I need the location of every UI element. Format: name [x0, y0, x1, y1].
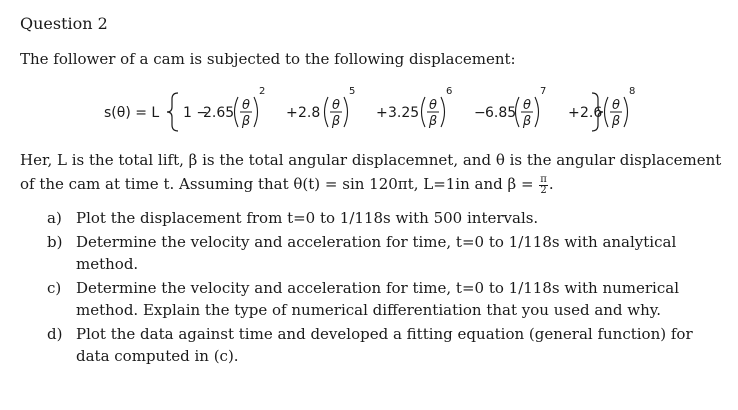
- description-line-2-text: of the cam at time t. Assuming that θ(t) = sin 120πt, L=1in and β =: [20, 175, 534, 193]
- item-line: Determine the velocity and acceleration for time, t=0 to 1/118s with analytical: [76, 233, 677, 251]
- right-paren: [441, 97, 445, 127]
- description-line-1: Her, L is the total lift, β is the total angular displacemnet, and θ is the angular displacement: [20, 151, 722, 169]
- item-line: method.: [76, 255, 139, 273]
- item-line: Plot the data against time and developed a fitting equation (general function) for: [76, 325, 693, 343]
- term-coefficient: 6.85: [485, 105, 517, 121]
- term-coefficient: 2.6: [580, 105, 603, 121]
- term-coefficient: 3.25: [388, 105, 420, 121]
- term-coefficient: 2.8: [298, 105, 321, 121]
- item-text: [76, 323, 696, 367]
- right-paren: [535, 97, 539, 127]
- list-item: [0, 231, 738, 275]
- description-line-2: [20, 172, 720, 196]
- item-line: method. Explain the type of numerical differentiation that you used and why.: [76, 301, 662, 319]
- item-text: [76, 207, 696, 229]
- left-paren: [325, 97, 329, 127]
- left-brace: [167, 93, 178, 131]
- item-label: b): [47, 233, 63, 251]
- fraction-numerator: θ: [429, 98, 437, 113]
- list-item: [0, 207, 738, 229]
- list-item: [0, 323, 738, 367]
- right-paren: [344, 97, 348, 127]
- description-paragraph: [20, 148, 720, 196]
- term-exponent: 7: [540, 86, 547, 97]
- equation-svg: [0, 80, 738, 142]
- fraction-numerator: θ: [523, 98, 531, 113]
- right-paren: [624, 97, 628, 127]
- list-item: [0, 277, 738, 321]
- question-title: Question 2: [20, 14, 108, 33]
- fraction-numerator: θ: [332, 98, 340, 113]
- fraction-numerator: θ: [612, 98, 620, 113]
- item-label: c): [47, 279, 62, 297]
- beta-fraction-num: π: [540, 173, 547, 185]
- beta-fraction-den: 2: [540, 184, 547, 196]
- term-coefficient: 2.65: [203, 105, 235, 121]
- fraction-denominator: β: [428, 114, 438, 129]
- left-paren: [235, 97, 239, 127]
- term-exponent: 5: [349, 86, 356, 97]
- term-sign: 1 −: [183, 105, 209, 121]
- term-exponent: 2: [259, 86, 266, 97]
- item-line: Determine the velocity and acceleration for time, t=0 to 1/118s with numerical: [76, 279, 679, 297]
- fraction-numerator: θ: [242, 98, 250, 113]
- left-paren: [516, 97, 520, 127]
- fraction-denominator: β: [522, 114, 532, 129]
- item-label: a): [47, 209, 62, 227]
- fraction-denominator: β: [241, 114, 251, 129]
- left-paren: [605, 97, 609, 127]
- displacement-equation: [0, 80, 738, 142]
- item-line: data computed in (c).: [76, 347, 239, 365]
- item-line: Plot the displacement from t=0 to 1/118s with 500 intervals.: [76, 209, 539, 227]
- equation-lhs: s(θ) = L: [104, 105, 160, 121]
- item-text: [76, 277, 696, 321]
- term-sign: +: [568, 105, 580, 121]
- fraction-denominator: β: [331, 114, 341, 129]
- fraction-denominator: β: [611, 114, 621, 129]
- term-exponent: 6: [446, 86, 453, 97]
- beta-fraction: [539, 175, 548, 196]
- equation-terms: [183, 86, 635, 129]
- term-sign: +: [376, 105, 388, 121]
- intro-text: The follower of a cam is subjected to the following displacement:: [20, 50, 516, 68]
- task-list: [0, 207, 738, 369]
- term-exponent: 8: [629, 86, 636, 97]
- left-paren: [422, 97, 426, 127]
- term-sign: +: [286, 105, 298, 121]
- description-line-2-end: .: [548, 175, 554, 193]
- term-sign: −: [474, 105, 486, 121]
- item-label: d): [47, 325, 63, 343]
- item-text: [76, 231, 696, 275]
- right-paren: [254, 97, 258, 127]
